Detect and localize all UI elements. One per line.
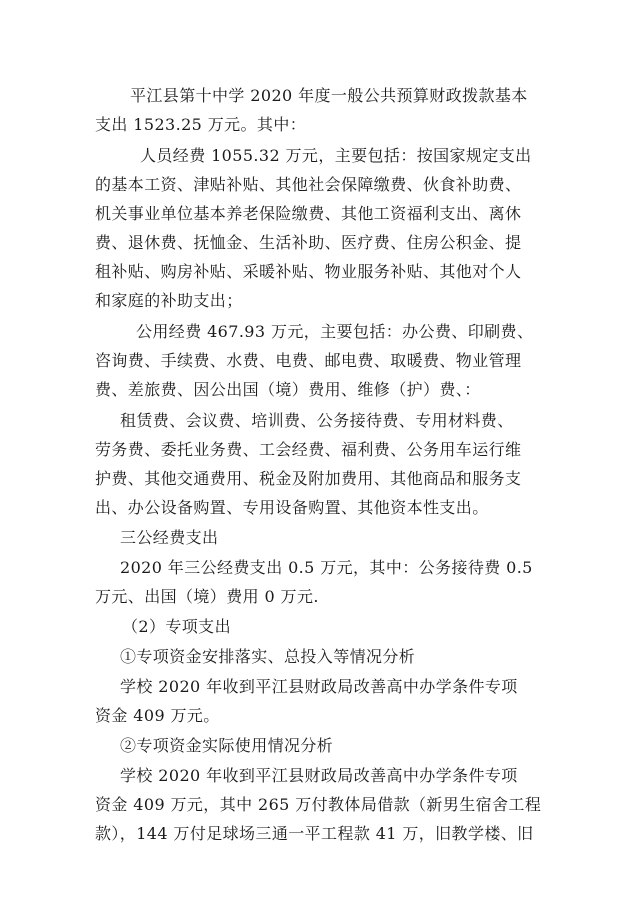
paragraph-line: 学校 2020 年收到平江县财政局改善高中办学条件专项 — [120, 677, 518, 696]
section-heading: ①专项资金安排落实、总投入等情况分析 — [120, 647, 416, 666]
paragraph-line: 机关事业单位基本养老保险缴费、其他工资福利支出、离休 — [95, 204, 522, 223]
paragraph-line: 租赁费、会议费、培训费、公务接待费、专用材料费、 — [120, 411, 514, 430]
paragraph-line: 费、差旅费、因公出国（境）费用、维修（护）费、： — [95, 380, 481, 399]
paragraph-line: 咨询费、手续费、水费、电费、邮电费、取暖费、物业管理 — [95, 351, 522, 370]
paragraph-line: 和家庭的补助支出； — [95, 291, 243, 310]
section-heading: 三公经费支出 — [120, 528, 219, 547]
paragraph-line: 款），144 万付足球场三通一平工程款 41 万，旧教学楼、旧 — [95, 824, 534, 843]
paragraph-line: 护费、其他交通费用、税金及附加费用、其他商品和服务支 — [95, 469, 522, 488]
paragraph-line: 出、办公设备购置、专用设备购置、其他资本性支出。 — [95, 498, 489, 517]
paragraph-line: 资金 409 万元。 — [95, 706, 220, 725]
paragraph-line: 公用经费 467.93 万元，主要包括：办公费、印刷费、 — [136, 322, 534, 341]
paragraph-line: 人员经费 1055.32 万元，主要包括：按国家规定支出 — [140, 146, 532, 165]
section-heading: （2）专项支出 — [122, 617, 231, 636]
paragraph-line: 学校 2020 年收到平江县财政局改善高中办学条件专项 — [120, 766, 518, 785]
paragraph-line: 资金 409 万元，其中 265 万付教体局借款（新男生宿舍工程 — [95, 795, 542, 814]
paragraph-line: 平江县第十中学 2020 年度一般公共预算财政拨款基本 — [130, 86, 528, 105]
paragraph-line: 劳务费、委托业务费、工会经费、福利费、公务用车运行维 — [95, 440, 522, 459]
paragraph-line: 万元、出国（境）费用 0 万元. — [95, 587, 319, 606]
paragraph-line: 支出 1523.25 万元。其中： — [95, 115, 307, 134]
paragraph-line: 租补贴、购房补贴、采暖补贴、物业服务补贴、其他对个人 — [95, 262, 522, 281]
section-heading: ②专项资金实际使用情况分析 — [120, 736, 334, 755]
paragraph-line: 的基本工资、津贴补贴、其他社会保障缴费、伙食补助费、 — [95, 175, 522, 194]
paragraph-line: 费、退休费、抚恤金、生活补助、医疗费、住房公积金、提 — [95, 233, 522, 252]
paragraph-line: 2020 年三公经费支出 0.5 万元，其中：公务接待费 0.5 — [120, 558, 533, 577]
